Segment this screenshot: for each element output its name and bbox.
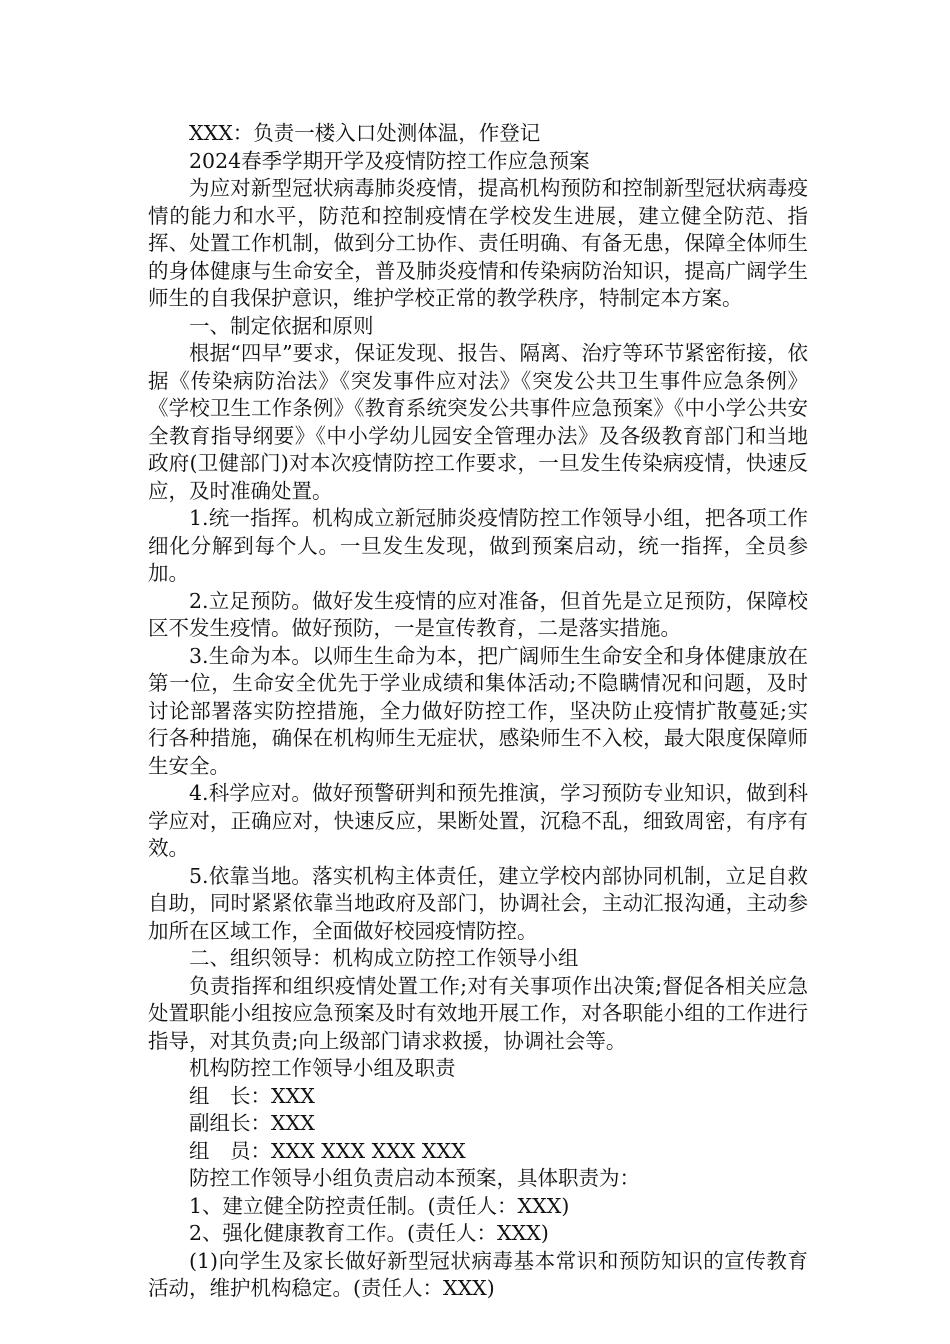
section-heading-basis: 一、制定依据和原则 xyxy=(189,313,374,338)
duty-1: 1、建立健全防控责任制。(责任人：XXX) xyxy=(189,1193,570,1218)
duty-2-sub-1: (1)向学生及家长做好新型冠状病毒基本常识和预防知识的宣传教育活动，维护机构稳定。(责任人：XXX) xyxy=(148,1248,808,1300)
plan-title: 2024春季学期开学及疫情防控工作应急预案 xyxy=(189,148,590,173)
organization-paragraph: 负责指挥和组织疫情处置工作;对有关事项作出决策;督促各相关应急处置职能小组按应急预案及时有效地开展工作，对各职能小组的工作进行指导，对其负责;向上级部门请求救援，协调社会等。 xyxy=(148,973,808,1053)
principle-4: 4.科学应对。做好预警研判和预先推演，学习预防专业知识，做到科学应对，正确应对，快速反应，果断处置，沉稳不乱，细致周密，有序有效。 xyxy=(148,781,808,860)
document-body xyxy=(148,120,808,1303)
group-deputy: 副组长：XXX xyxy=(189,1111,315,1135)
basis-paragraph: 根据“四早”要求，保证发现、报告、隔离、治疗等环节紧密衔接，依据《传染病防治法》《突发事件应对法》《突发公共卫生事件应急条例》《学校卫生工作条例》《教育系统突发公共事件应急预案》《中小学公共安全教育指导纲要》《中小学幼儿园安全管理办法》及各级教育部门和当地政府(卫健部门)对本次疫情防控工作要求，一旦发生传染病疫情，快速反应，及时准确处置。 xyxy=(148,341,808,503)
group-heading: 机构防控工作领导小组及职责 xyxy=(189,1056,456,1080)
section-heading-organization: 二、组织领导：机构成立防控工作领导小组 xyxy=(189,946,579,970)
principle-3: 3.生命为本。以师生生命为本，把广阔师生生命安全和身体健康放在第一位，生命安全优先于学业成绩和集体活动;不隐瞒情况和问题，及时讨论部署落实防控措施，全力做好防控工作，坚决防止疫情扩散蔓延;实行各种措施，确保在机构师生无症状，感染师生不入校，最大限度保障师生安全。 xyxy=(148,643,808,778)
principle-2: 2.立足预防。做好发生疫情的应对准备，但首先是立足预防，保障校区不发生疫情。做好预防，一是宣传教育，二是落实措施。 xyxy=(148,588,808,640)
responsibility-line: XXX：负责一楼入口处测体温，作登记 xyxy=(189,121,541,145)
duty-2: 2、强化健康教育工作。(责任人：XXX) xyxy=(189,1221,549,1245)
group-members: 组 员：XXX XXX XXX XXX xyxy=(189,1138,466,1163)
principle-5: 5.依靠当地。落实机构主体责任，建立学校内部协同机制，立足自救自助，同时紧紧依靠当地政府及部门，协调社会，主动汇报沟通，主动参加所在区域工作，全面做好校园疫情防控。 xyxy=(148,863,808,943)
duties-intro: 防控工作领导小组负责启动本预案，具体职责为： xyxy=(189,1166,640,1190)
principle-1: 1.统一指挥。机构成立新冠肺炎疫情防控工作领导小组，把各项工作细化分解到每个人。一旦发生发现，做到预案启动，统一指挥，全员参加。 xyxy=(148,506,808,585)
group-leader: 组 长：XXX xyxy=(189,1083,315,1108)
intro-paragraph: 为应对新型冠状病毒肺炎疫情，提高机构预防和控制新型冠状病毒疫情的能力和水平，防范和控制疫情在学校发生进展，建立健全防范、指挥、处置工作机制，做到分工协作、责任明确、有备无患，保障全体师生的身体健康与生命安全，普及肺炎疫情和传染病防治知识，提高广阔学生师生的自我保护意识，维护学校正常的教学秩序，特制定本方案。 xyxy=(148,176,808,310)
